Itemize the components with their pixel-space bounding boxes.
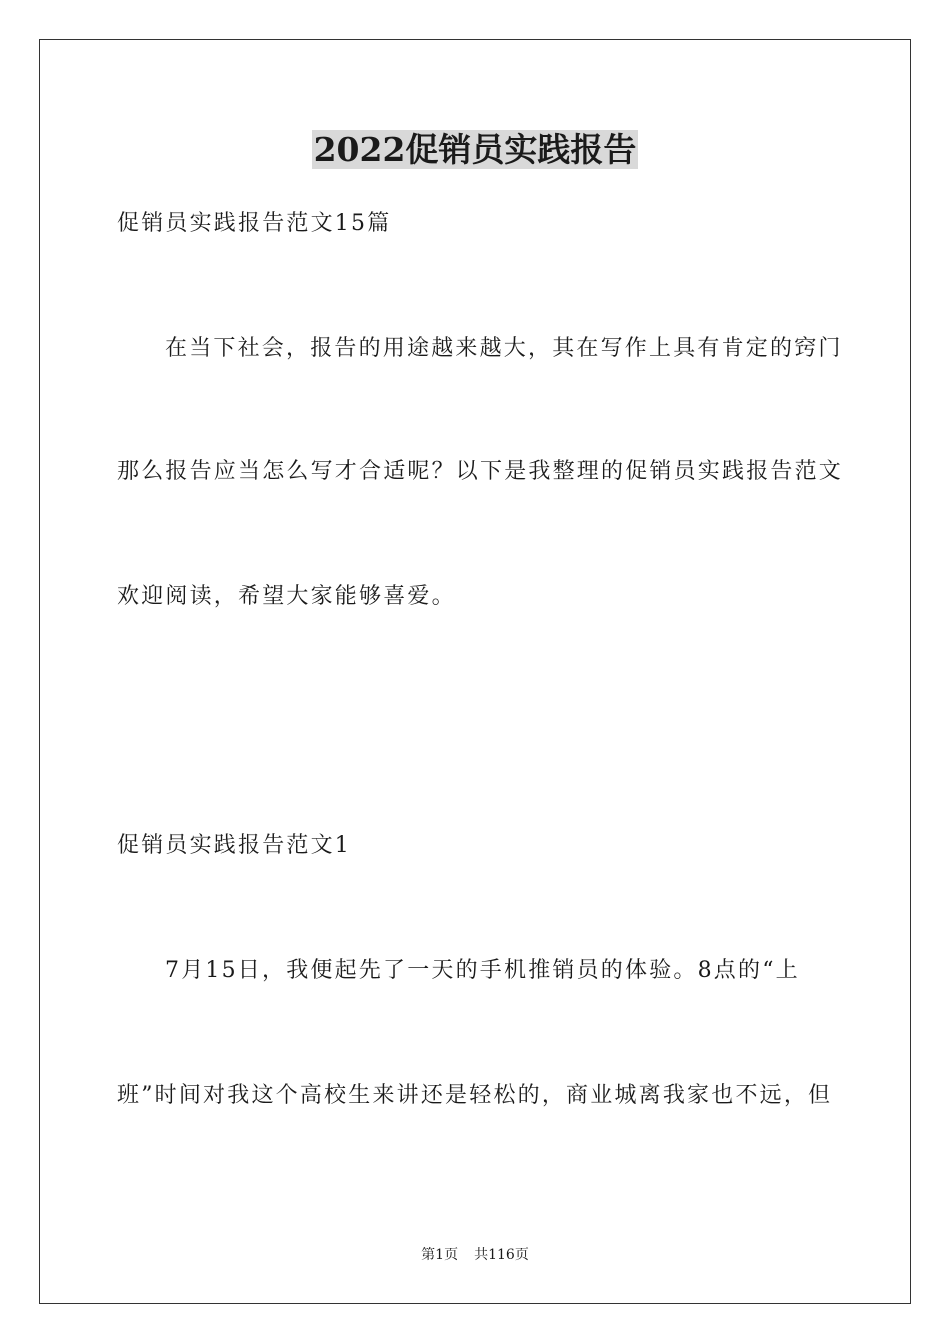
body-line-2: 班”时间对我这个高校生来讲还是轻松的，商业城离我家也不远，但: [117, 1083, 833, 1108]
page-number: 第1页: [421, 1247, 459, 1263]
intro-line-3: 欢迎阅读，希望大家能够喜爱。: [117, 584, 456, 609]
page-total: 共116页: [474, 1247, 529, 1263]
section-heading: 促销员实践报告范文1: [117, 833, 351, 858]
body-line-1: 7月15日，我便起先了一天的手机推销员的体验。8点的“上: [165, 958, 800, 983]
intro-line-1: 在当下社会，报告的用途越来越大，其在写作上具有肯定的窍门: [165, 336, 843, 361]
document-subtitle: 促销员实践报告范文15篇: [117, 211, 392, 236]
page-footer: [0, 1245, 950, 1265]
document-title-text: 2022促销员实践报告: [313, 130, 637, 169]
intro-line-2: 那么报告应当怎么写才合适呢？以下是我整理的促销员实践报告范文: [117, 459, 844, 484]
document-title: [0, 128, 950, 172]
